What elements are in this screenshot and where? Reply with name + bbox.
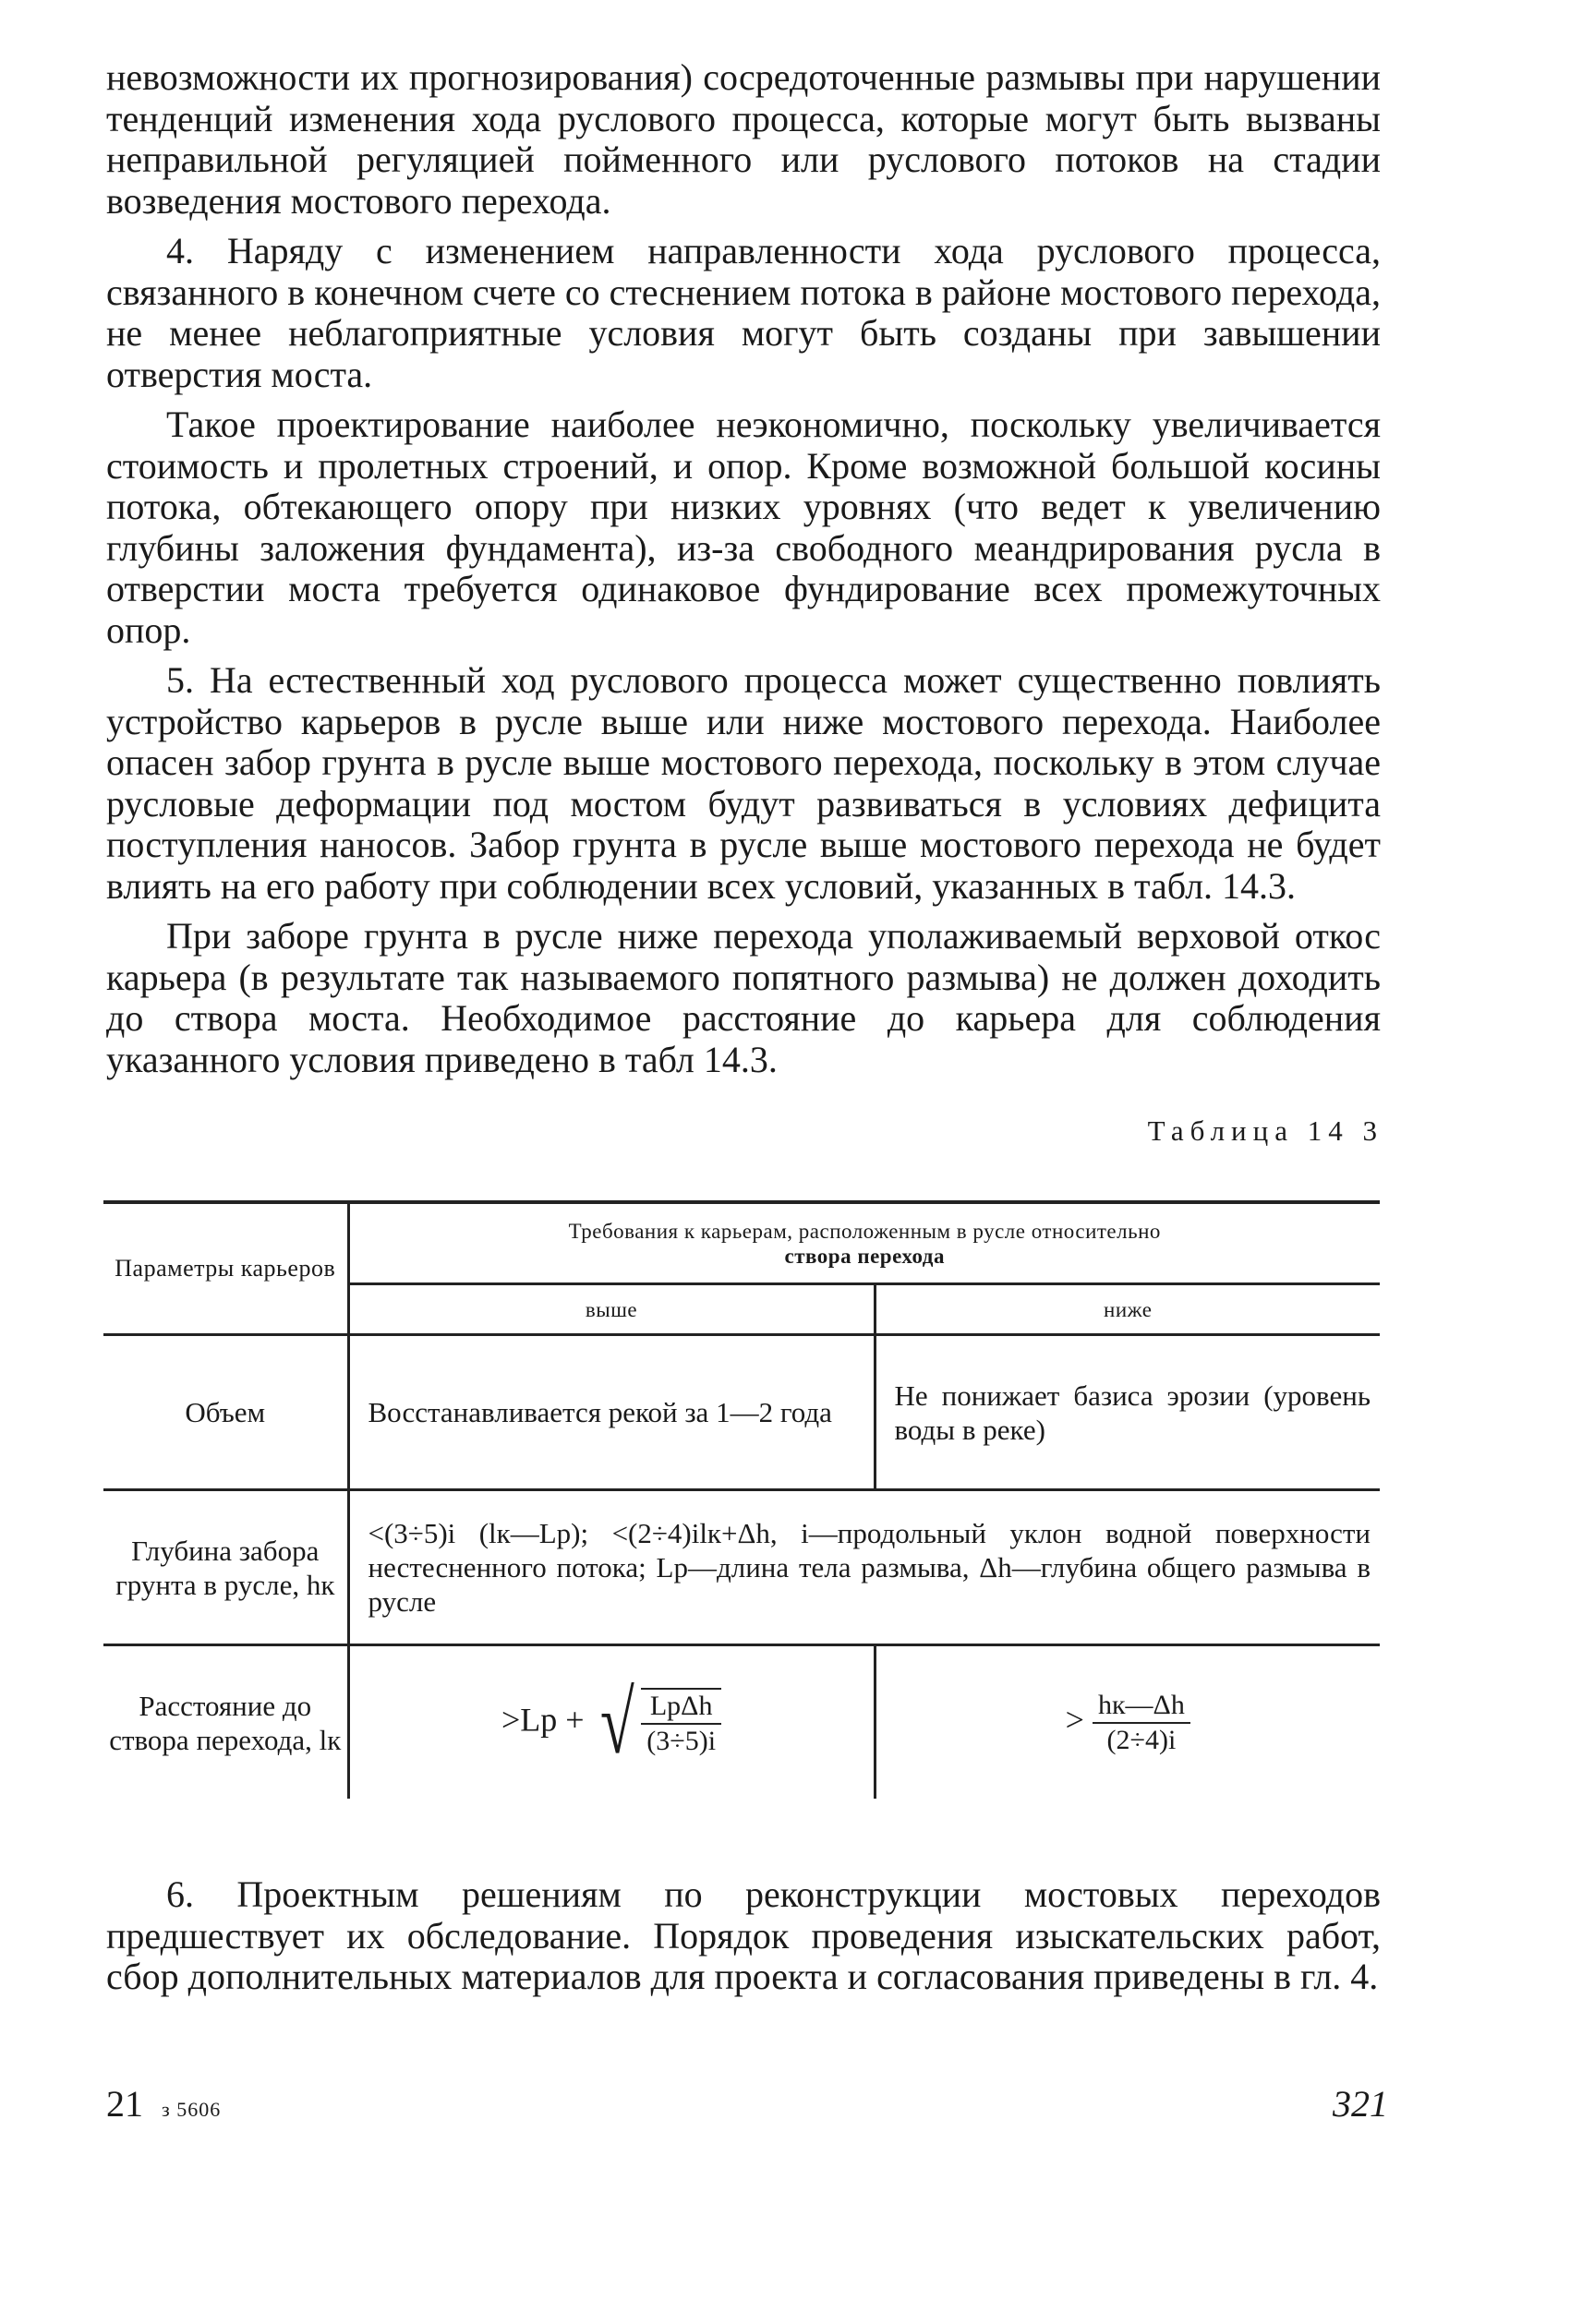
formula-prefix-above: >Lp + <box>501 1700 585 1738</box>
sqrt-overline <box>641 1688 721 1758</box>
paragraph-item-5: 5. На естественный ход руслового процесса может существенно повлиять устройство карьеров в русле выше или ниже мостового перехода. Наиболее опасен забор грунта в русле выше мостового перехода, поскольку в этом случае русловые деформации под мостом будут развиваться в условиях дефицита поступления наносов. Забор грунта в русле выше мостового перехода не будет влиять на его работу при соблюдении всех условий, указанных в табл. 14.3. <box>106 659 1381 907</box>
quarry-requirements-table <box>103 1200 1380 1799</box>
fraction-below <box>1093 1689 1190 1757</box>
printer-signature <box>106 2082 221 2125</box>
table-caption: Таблица 14 3 <box>1147 1114 1383 1147</box>
header-requirements <box>348 1202 1380 1284</box>
fraction-above-num: LpΔh <box>641 1690 721 1725</box>
paragraph-design-cost: Такое проектирование наиболее неэкономично, поскольку увеличивается стоимость и пролетных строений, и опор. Кроме возможной большой косины потока, обтекающего опору при низких уровнях (что ведет к увеличению глубины заложения фундамента), из-за свободного меандрирования русла в отверстии моста требуется одинаковое фундирование всех промежуточных опор. <box>106 403 1381 651</box>
header-requirements-line2: створа перехода <box>784 1244 945 1268</box>
body-text-bottom <box>106 1874 1381 2007</box>
param-volume: Объем <box>185 1396 266 1428</box>
fraction-below-num: hк—Δh <box>1093 1689 1190 1724</box>
distance-below-formula <box>875 1645 1380 1800</box>
table-header-row <box>103 1202 1380 1284</box>
distance-above-formula <box>348 1645 875 1800</box>
fraction-below-den: (2÷4)i <box>1106 1724 1177 1755</box>
page-number: 321 <box>1333 2083 1388 2125</box>
param-depth: Глубина забора грунта в русле, hк <box>115 1534 335 1601</box>
paragraph-below-crossing: При заборе грунта в русле ниже перехода уполаживаемый верховой откос карьера (в результате так называемого попятного размыва) не должен доходить до створа моста. Необходимое расстояние до карьера для соблюдения указанного условия приведено в табл 14.3. <box>106 915 1381 1080</box>
table-row <box>103 1490 1380 1645</box>
volume-below: Не понижает базиса эрозии (уровень воды в реке) <box>875 1335 1380 1490</box>
body-text-top <box>106 57 1381 1090</box>
header-above: выше <box>348 1284 875 1335</box>
param-distance: Расстояние до створа перехода, lк <box>109 1689 342 1756</box>
header-below: ниже <box>875 1284 1380 1335</box>
paragraph-item-6: 6. Проектным решениям по реконструкции мостовых переходов предшествует их обследование. Порядок проведения изыскательских работ, сбор дополнительных материалов для проекта и согласования приведены в гл. 4. <box>106 1873 1381 1997</box>
depth-requirement: <(3÷5)i (lк—Lp); <(2÷4)ilк+Δh, i—продольный уклон водной поверхности нестесненного потока; Lp—длина тела размыва, Δh—глубина общего размыва в русле <box>348 1490 1380 1645</box>
sqrt-icon: √ <box>599 1672 634 1772</box>
signature-number: 21 <box>106 2083 143 2125</box>
formula-prefix-below: > <box>1065 1700 1084 1738</box>
print-code: з 5606 <box>162 2098 222 2121</box>
volume-above: Восстанавливается рекой за 1—2 года <box>348 1335 875 1490</box>
header-requirements-line1: Требования к карьерам, расположенным в русле относительно <box>568 1219 1161 1243</box>
table-row <box>103 1645 1380 1800</box>
paragraph-item-4: 4. Наряду с изменением направленности хода руслового процесса, связанного в конечном счете со стеснением потока в районе мостового перехода, не менее неблагоприятные условия могут быть созданы при завышении отверстия моста. <box>106 230 1381 395</box>
table-row <box>103 1335 1380 1490</box>
paragraph-continuation: невозможности их прогнозирования) сосредоточенные размывы при нарушении тенденций изменения хода руслового процесса, которые могут быть вызваны неправильной регуляцией пойменного или руслового потоков на стадии возведения мостового перехода. <box>106 56 1381 222</box>
fraction-above <box>641 1690 721 1758</box>
fraction-above-den: (3÷5)i <box>646 1725 717 1756</box>
header-parameters: Параметры карьеров <box>115 1255 336 1282</box>
